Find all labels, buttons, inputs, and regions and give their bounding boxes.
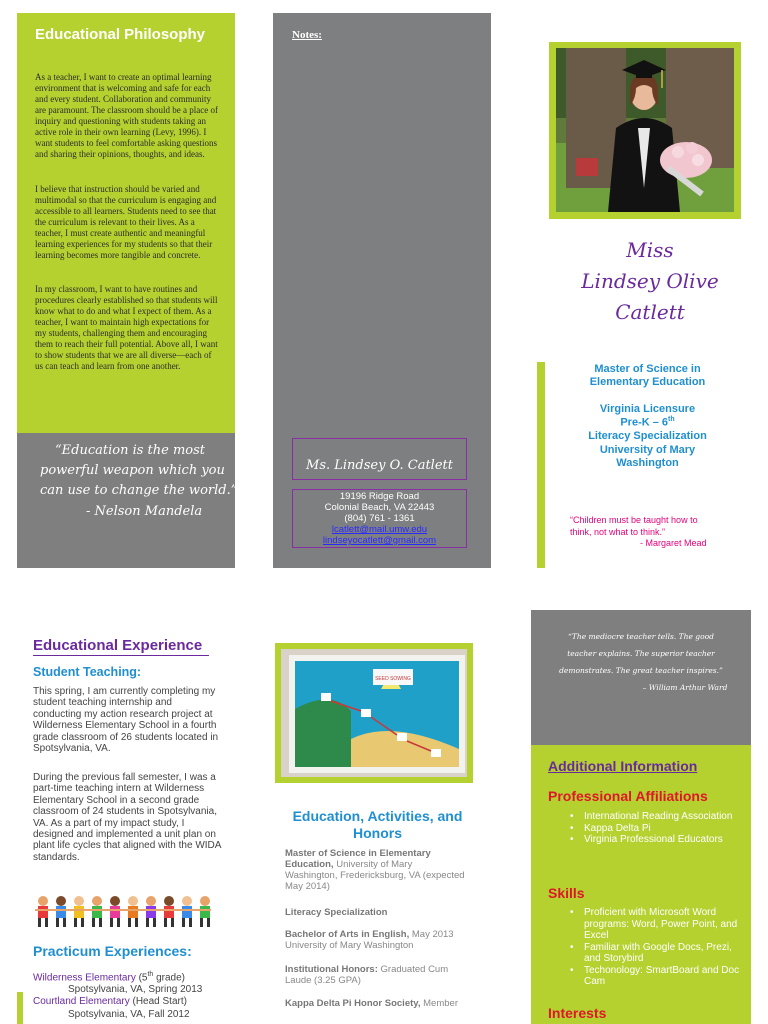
graduation-photo (556, 48, 734, 212)
skill-item: • Familiar with Google Docs, Prezi, and Storybird (570, 942, 740, 965)
mandela-quote-line-2: powerful weapon which you (40, 463, 225, 478)
honor-3-detail: May 2013 University of Mary Washington (285, 929, 454, 951)
honor-item-5 (285, 998, 465, 1009)
affiliations-heading: Professional Affiliations (548, 788, 708, 804)
graduation-photo-illustration (556, 48, 734, 212)
licensure-line-4: University of Mary (599, 444, 696, 456)
honor-1-detail: University of Mary Washington, Fredericksburg, VA (expected May 2014) (285, 859, 465, 892)
experience-title-underline (33, 655, 209, 656)
mandela-quote-line-1: “Education is the most (55, 443, 206, 458)
practicum-heading: Practicum Experiences: (33, 943, 192, 959)
degree-line-2: Elementary Education (589, 376, 706, 388)
children-clipart-illustration (33, 894, 213, 928)
affiliations-list (570, 811, 740, 846)
philosophy-paragraph-1: As a teacher, I want to create an optimal learning environment that is welcoming and safe for each and every student. Collaboration and community are paramount. The classroom should be a place of inquiry and questioning with students taking an active role in their own learning (Levy, 1996). I want students to feel comfortable asking questions and sharing their opinions, thoughts, and ideas. (35, 72, 219, 159)
student-teaching-paragraph-2: During the previous fall semester, I was a part-time teaching intern at Wilderness Elementary School in a second grade classroom of 24 students in Spotsylvania, VA. As a part of my impact study, I designed and implemented a unit plan on plant life cycles that aligned with the WIDA standards. (33, 772, 221, 863)
accent-bar-bottom (17, 992, 23, 1024)
cover-name-line-2: Lindsey Olive (581, 269, 719, 293)
ward-quote-panel (531, 610, 751, 745)
honor-4-detail: Graduated Cum Laude (3.25 GPA) (285, 964, 449, 986)
mead-quote-line-1: “Children must be taught how to (570, 515, 698, 525)
address-line-1: 19196 Ridge Road (339, 491, 420, 502)
ward-quote-author: – William Arthur Ward (642, 683, 728, 692)
cover-name-line-1: Miss (626, 238, 674, 262)
cover-name-line-3: Catlett (615, 300, 685, 324)
degree-line-1: Master of Science in (594, 363, 701, 375)
honors-title-line-1: Education, Activities, and (292, 808, 463, 824)
skill-item: • Proficient with Microsoft Word programs: Word, Power Point, and Excel (570, 907, 740, 942)
honor-item-2 (285, 907, 465, 918)
honors-title-line-2: Honors (353, 825, 402, 841)
mandela-quote-line-3: can use to change the world.” (40, 483, 238, 498)
licensure-grades: Pre-K – 6 (620, 416, 669, 429)
licensure-line-5: Washington (616, 457, 679, 469)
affiliation-item: • International Reading Association (570, 811, 740, 823)
philosophy-title: Educational Philosophy (35, 26, 206, 43)
mead-quote-author: - Margaret Mead (640, 538, 707, 548)
honor-item-3 (285, 929, 465, 951)
licensure-line-3: Literacy Specialization (588, 430, 707, 442)
mandela-quote-author: - Nelson Mandela (86, 504, 203, 519)
honor-item-1 (285, 848, 465, 892)
address-line-2: Colonial Beach, VA 22443 (324, 502, 435, 513)
mead-quote-line-2: think, not what to think.” (570, 527, 666, 537)
practicum-2-location: Spotsylvania, VA, Fall 2012 (68, 1009, 190, 1020)
ward-quote-line-3: demonstrates. The great teacher inspires.” (559, 666, 723, 675)
licensure-line-2 (555, 416, 740, 429)
practicum-item-2 (33, 996, 187, 1007)
student-teaching-heading: Student Teaching: (33, 665, 142, 679)
affiliation-item: • Kappa Delta Pi (570, 823, 740, 835)
additional-info-title: Additional Information (548, 758, 698, 774)
ward-quote-line-2: teacher explains. The superior teacher (567, 649, 715, 658)
contact-name: Ms. Lindsey O. Catlett (306, 458, 453, 473)
honor-5-detail: Member (420, 998, 458, 1009)
skill-item: • Techonology: SmartBoard and Doc Cam (570, 965, 740, 988)
practicum-1-location: Spotsylvania, VA, Spring 2013 (68, 984, 203, 995)
honor-item-4 (285, 964, 465, 986)
licensure-line-1: Virginia Licensure (599, 403, 696, 415)
notes-label: Notes: (292, 29, 322, 41)
practicum-1-grade-sup: th (147, 971, 154, 978)
bulletin-board-sign: SEED SOWING (375, 676, 411, 682)
practicum-1-school: Wilderness Elementary (33, 972, 136, 984)
skills-heading: Skills (548, 885, 585, 901)
honor-1-degree: Master of Science in Elementary Education, (285, 848, 431, 870)
licensure-grades-sup: th (668, 416, 675, 423)
student-teaching-paragraph-1: This spring, I am currently completing my student teaching internship and conducting my action research project at Wilderness Elementary School in a fourth grade classroom of 26 students located in Spotsylvania, VA. (33, 686, 219, 755)
practicum-item-1 (33, 971, 185, 983)
philosophy-paragraph-2: I believe that instruction should be varied and multimodal so that the curriculum is engaging and accessible to all learners. Students need to see that the curriculum is relevant to their lives. As a teacher, I must create authentic and meaningful learning experiences for my students so that their learning becomes more tangible and concrete. (35, 184, 217, 260)
practicum-2-grade: (Head Start) (129, 996, 187, 1007)
ward-quote-line-1: “The mediocre teacher tells. The good (568, 632, 714, 641)
skills-list (570, 907, 740, 988)
honor-2-label: Literacy Specialization (285, 907, 388, 918)
philosophy-paragraph-3: In my classroom, I want to have routines and procedures clearly established so that students will know what to do and what I expect of them. As a teacher, I want to maintain high expectations for my students, challenging them and encouraging them to reach their full potential. Above all, I want to show students that we are all diverse—each of us can teach and learn from one another. (35, 284, 218, 371)
practicum-1-grade-b: grade) (153, 972, 186, 984)
honor-3-degree: Bachelor of Arts in English, (285, 929, 410, 940)
notes-panel (273, 13, 491, 568)
experience-title: Educational Experience (33, 637, 203, 654)
bulletin-board-illustration (281, 649, 467, 777)
email-link-2[interactable]: lindseyocatlett@gmail.com (322, 535, 437, 546)
honors-title (275, 808, 480, 842)
practicum-1-grade-a: (5 (135, 972, 148, 984)
practicum-2-school: Courtland Elementary (33, 996, 130, 1007)
honor-4-label: Institutional Honors: (285, 964, 378, 975)
accent-bar (537, 362, 545, 568)
phone-number: (804) 761 - 1361 (344, 513, 415, 524)
interests-heading: Interests (548, 1005, 607, 1021)
affiliation-item: • Virginia Professional Educators (570, 834, 740, 846)
honor-5-label: Kappa Delta Pi Honor Society, (285, 998, 421, 1009)
email-link-1[interactable]: lcatlett@mail.umw.edu (331, 524, 428, 535)
bulletin-board-photo (281, 649, 467, 777)
children-clipart (33, 894, 213, 928)
